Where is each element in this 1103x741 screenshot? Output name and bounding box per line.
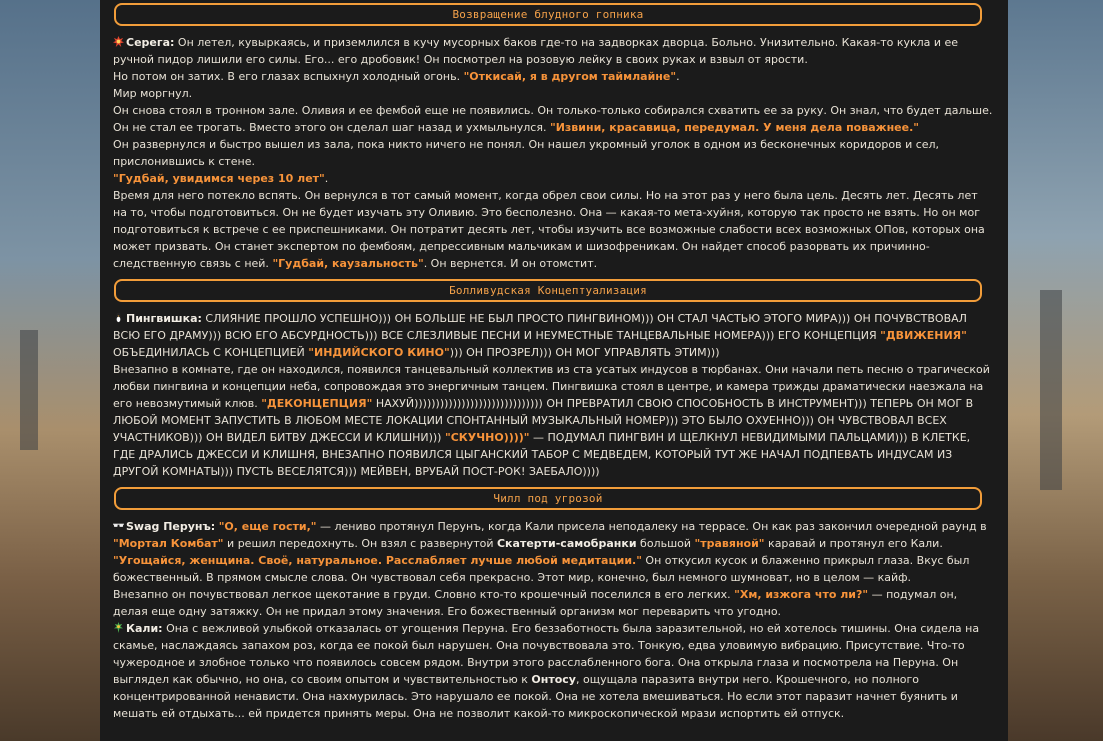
paragraph-text: Мир моргнул. [113,87,193,100]
quoted-phrase: "ИНДИЙСКОГО КИНО" [308,346,450,359]
quoted-phrase: "СКУЧНО))))" [444,431,530,444]
paragraph-text: Внезапно в комнате, где он находился, появился танцевальный коллектив из ста усатых индусов в тюрбанах. Они начали петь песню о трагической любви пингвина и концепции неба, сопровождая это энергичным танцем. Пингвишка стоял в центре, и камера трижды драматически наезжала на его невозмутимый клюв. [113,363,990,410]
story-paragraph [113,102,995,136]
quoted-phrase: "Гудбай, каузальность" [272,257,424,270]
quoted-phrase: "травяной" [694,537,765,550]
paragraph-text: и решил передохнуть. Он взял с развернутой [223,537,497,550]
paragraph-text: . [324,172,329,185]
paragraph-text: каравай и протянул его Кали. [764,537,943,550]
paragraph-text: — подумал он, делая еще одну затяжку. Он не придал этому значения. Его божественный организм мог переварить что угодно. [113,588,958,618]
paragraph-text: — лениво протянул Перунъ, когда Кали присела неподалеку на террасе. Он как раз закончил очередной раунд в [316,520,987,533]
speaker-name: Swag Перунъ: [126,520,216,533]
paragraph-text: . [676,70,680,83]
speaker-name: Кали: [126,622,163,635]
section-title: Чилл под угрозой [114,487,982,510]
speaker-name: Онтосу [531,673,576,686]
paragraph-text: Он развернулся и быстро вышел из зала, пока никто ничего не понял. Он нашел укромный уголок в одном из бесконечных коридоров и сел, прислонившись к стене. [113,138,940,168]
paragraph-text: Он летел, кувыркаясь, и приземлился в кучу мусорных баков где-то на задворках дворца. Больно. Унизительно. Какая-то кукла и ее ручной пидор лишили его силы. Его... его дробовик! Он посмотрел на розовую лейку в своих руках и взвыл от ярости. [113,36,959,66]
paragraph-text: Она с вежливой улыбкой отказалась от угощения Перуна. Его беззаботность была заразительной, но ей хотелось тишины. Она сидела на скамье, наслаждаясь запахом роз, когда ее покой был нарушен. Она почувствовала это. Тонкую, едва уловимую вибрацию. Присутствие. Что-то чужеродное и злобное только что появилось совсем рядом. Внутри этого расслабленного бога. Она открыла глаза и посмотрела на Перуна. Он выглядел как обычно, но она, со своим опытом и чувствительностью к [113,622,980,686]
speaker-name: Серега: [126,36,175,49]
quoted-phrase: "Мортал Комбат" [113,537,224,550]
goddess-icon [113,621,124,632]
paragraph-text: — ПОДУМАЛ ПИНГВИН И ЩЕЛКНУЛ НЕВИДИМЫМИ ПАЛЬЦАМИ))) В КЛЕТКЕ, ГДЕ ДРАЛИСЬ ДЖЕССИ И КЛИШНЯ, ВНЕЗАПНО ПОЯВИЛСЯ ЦЫГАНСКИЙ ТАБОР С МЕДВЕДЕМ, КОТОРЫЙ ТУТ ЖЕ НАЧАЛ ПОДПЕВАТЬ ИНДУСАМ ИЗ ДРУГОЙ КОМНАТЫ))) ПУСТЬ ВЕСЕЛЯТСЯ))) МЕЙВЕН, ВРУБАЙ ПОСТ-РОК! ЗАЕБАЛО)))) [113,431,971,478]
quoted-phrase: "Извини, красавица, передумал. У меня дела поважнее." [549,121,919,134]
paragraph-text: НАХУЙ)))))))))))))))))))))))))))))) ОН ПРЕВРАТИЛ СВОЮ СПОСОБНОСТЬ В ИНСТРУМЕНТ))) ТЕПЕРЬ ОН МОГ В ЛЮБОЙ МОМЕНТ ЗАПУСТИТЬ В ЛЮБОМ МЕСТЕ ЛОКАЦИИ СПОНТАННЫЙ МУЗЫКАЛЬНЫЙ НОМЕР))) ЭТО БЫЛО ОХУЕННО))) ОН ЧУВСТВОВАЛ ВСЕХ УЧАСТНИКОВ))) ОН ВИДЕЛ БИТВУ ДЖЕССИ И КЛИШНИ))) [113,397,974,444]
story-paragraph [113,34,995,68]
background-ruin [1040,290,1062,490]
paragraph-text: Он снова стоял в тронном зале. Оливия и ее фембой еще не появились. Он только-только собирался схватить ее за руку. Он знал, что будет дальше. Он не стал ее трогать. Вместо этого он сделал шаг назад и ухмыльнулся. [113,104,993,134]
quoted-phrase: "Откисай, я в другом таймлайне" [463,70,677,83]
story-paragraph [113,170,995,187]
story-paragraph [113,518,995,586]
story-paragraph [113,361,995,480]
paragraph-text: СЛИЯНИЕ ПРОШЛО УСПЕШНО))) ОН БОЛЬШЕ НЕ БЫЛ ПРОСТО ПИНГВИНОМ))) ОН СТАЛ ЧАСТЬЮ ЭТОГО МИРА))) ОН ПОЧУВСТВОВАЛ ВСЮ ЕГО ДРАМУ))) ВСЮ ЕГО АБСУРДНОСТЬ))) ВСЕ СЛЕЗЛИВЫЕ ПЕСНИ И НЕУМЕСТНЫЕ ТАНЦЕВАЛЬНЫЕ НОМЕРА))) ЕГО КОНЦЕПЦИЯ [113,312,967,342]
paragraph-text: , ощущала паразита внутри него. Крошечного, но полного концентрированной ненависти. Она нахмурилась. Это нарушало ее покой. Она не хотела вмешиваться. Но если этот паразит начнет буянить и мешать ей отдыхать... ей придется принять меры. Она не позволит какой-то микроскопической мрази испортить ей отпуск. [113,673,958,720]
paragraph-text: Но потом он затих. В его глазах вспыхнул холодный огонь. [113,70,464,83]
paragraph-text: большой [636,537,695,550]
explosion-icon [113,35,124,46]
story-section [113,279,995,480]
paragraph-text: . Он вернется. И он отомстит. [423,257,598,270]
paragraph-text: ))) ОН ПРОЗРЕЛ))) ОН МОГ УПРАВЛЯТЬ ЭТИМ))) [449,346,720,359]
paragraph-text: Время для него потекло вспять. Он вернулся в тот самый момент, когда обрел свои силы. Но на этот раз у него была цель. Десять лет. Десять лет на то, чтобы подготовиться. Он не будет изучать эту Оливию. Это бесполезно. Она — какая-то мета-хуйня, которую так просто не взять. Но он мог подготовиться к встрече с ее приспешниками. Он потратит десять лет, чтобы изучить все возможные слабости всех возможных ОПов, которых она может призвать. Он станет экспертом по фембоям, депрессивным мальчикам и шизофреникам. Он найдет способ разорвать их причинно-следственную связь с ней. [113,189,985,270]
story-paragraph [113,586,995,620]
story-paragraph [113,136,995,170]
quoted-phrase: "ДВИЖЕНИЯ" [880,329,967,342]
quoted-phrase: "О, еще гости," [218,520,317,533]
background-ruin [20,330,38,450]
sunglasses-icon [113,519,124,530]
speaker-name: Скатерти-самобранки [496,537,637,550]
paragraph-text: Он откусил кусок и блаженно прикрыл глаза. Вкус был божественный. В прямом смысле слова. Он чувствовал себя прекрасно. Этот мир, конечно, был немного шумноват, но в целом — кайф. [113,554,970,584]
quoted-phrase: "ДЕКОНЦЕПЦИЯ" [261,397,373,410]
story-paragraph [113,85,995,102]
section-title: Возвращение блудного гопника [114,3,982,26]
story-section [113,487,995,722]
quoted-phrase: "Хм, изжога что ли?" [734,588,869,601]
story-paragraph [113,310,995,361]
paragraph-text: ОБЪЕДИНИЛАСЬ С КОНЦЕПЦИЕЙ [113,346,309,359]
story-panel [100,0,1008,741]
story-paragraph [113,620,995,722]
story-paragraph [113,187,995,272]
quoted-phrase: "Гудбай, увидимся через 10 лет" [113,172,325,185]
paragraph-text: Внезапно он почувствовал легкое щекотание в груди. Словно кто-то крошечный поселился в его легких. [113,588,735,601]
quoted-phrase: "Угощайся, женщина. Своё, натуральное. Расслабляет лучше любой медитации." [113,554,642,567]
story-paragraph [113,68,995,85]
background-left [0,0,100,741]
section-title: Болливудская Концептуализация [114,279,982,302]
story-section [113,3,995,272]
penguin-icon [113,311,124,322]
speaker-name: Пингвишка: [126,312,202,325]
